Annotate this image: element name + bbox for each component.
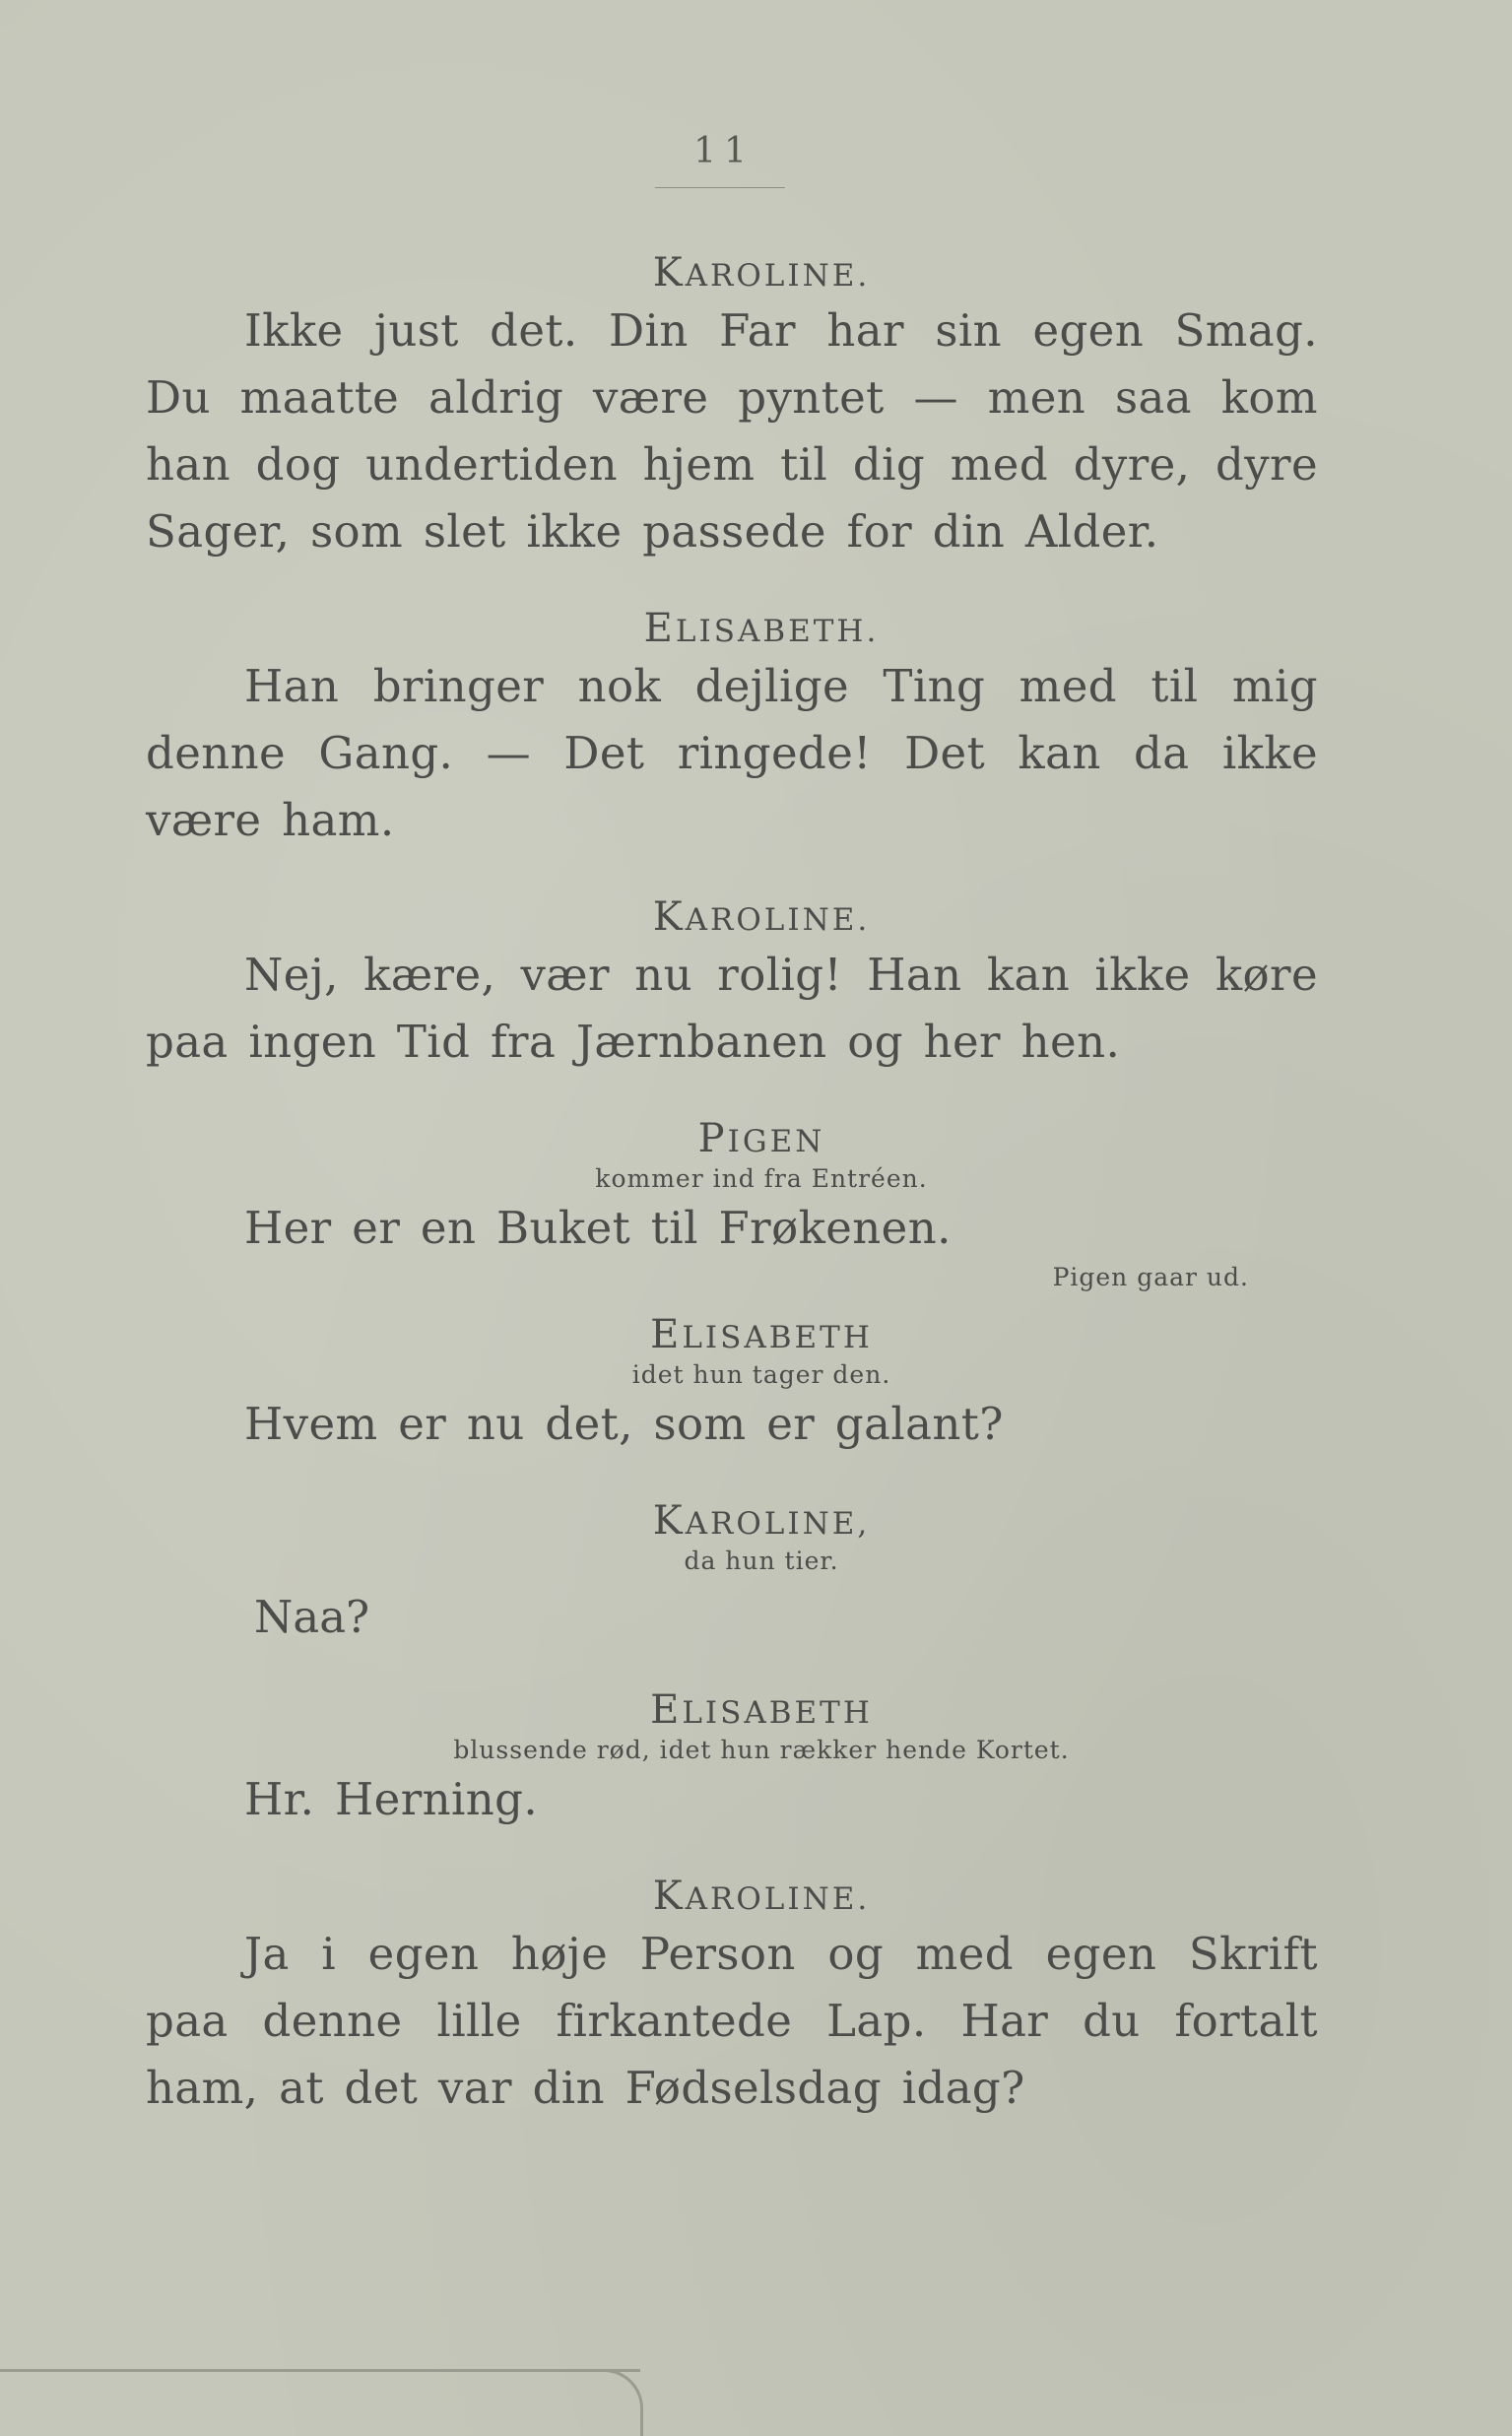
speaker-elisabeth: ELISABETH [650, 1687, 873, 1733]
dialogue-block [146, 1499, 1318, 1647]
page-number: 11 [693, 131, 755, 171]
speech-elisabeth: Han bringer nok dejlige Ting med til mig denne Gang. — Det ringede! Det kan da ikke være ham. [146, 660, 1318, 846]
speech-pigen: Her er en Buket til Frøkenen. [244, 1202, 952, 1254]
page-edge-line [0, 2369, 640, 2372]
speaker-elisabeth: ELISABETH [650, 1312, 873, 1357]
speech-karoline: Ikke just det. Din Far har sin egen Smag. Du maatte aldrig være pyntet — men saa kom han dog undertiden hjem til dig med dyre, dyre Sager, som slet ikke passede for din Alder. [146, 304, 1318, 558]
speech-elisabeth: Hr. Herning. [244, 1773, 539, 1825]
speaker-karoline: KAROLINE. [652, 894, 871, 940]
stage-direction: da hun tier. [684, 1547, 839, 1575]
speaker-pigen: PIGEN [697, 1116, 825, 1161]
stage-direction: kommer ind fra Entréen. [595, 1164, 928, 1193]
speech-karoline: Naa? [254, 1591, 370, 1643]
speaker-elisabeth: ELISABETH. [643, 606, 880, 651]
stage-direction: blussende rød, idet hun rækker hende Kortet. [453, 1736, 1070, 1764]
speech-karoline: Nej, kære, vær nu rolig! Han kan ikke køre paa ingen Tid fra Jærnbanen og her hen. [146, 949, 1318, 1068]
stage-direction-exit: Pigen gaar ud. [1052, 1263, 1249, 1291]
play-text [146, 251, 1318, 2122]
stage-direction: idet hun tager den. [631, 1360, 891, 1389]
header-rule [655, 187, 785, 188]
speaker-karoline: KAROLINE, [652, 1498, 871, 1544]
speech-karoline: Ja i egen høje Person og med egen Skrift paa denne lille firkantede Lap. Har du fortalt ham, at det var din Fødselsdag idag? [146, 1928, 1318, 2114]
speech-elisabeth: Hvem er nu det, som er galant? [244, 1398, 1004, 1450]
speaker-karoline: KAROLINE. [652, 1874, 871, 1919]
speaker-karoline: KAROLINE. [652, 250, 871, 296]
page-edge-curl [591, 2369, 643, 2436]
